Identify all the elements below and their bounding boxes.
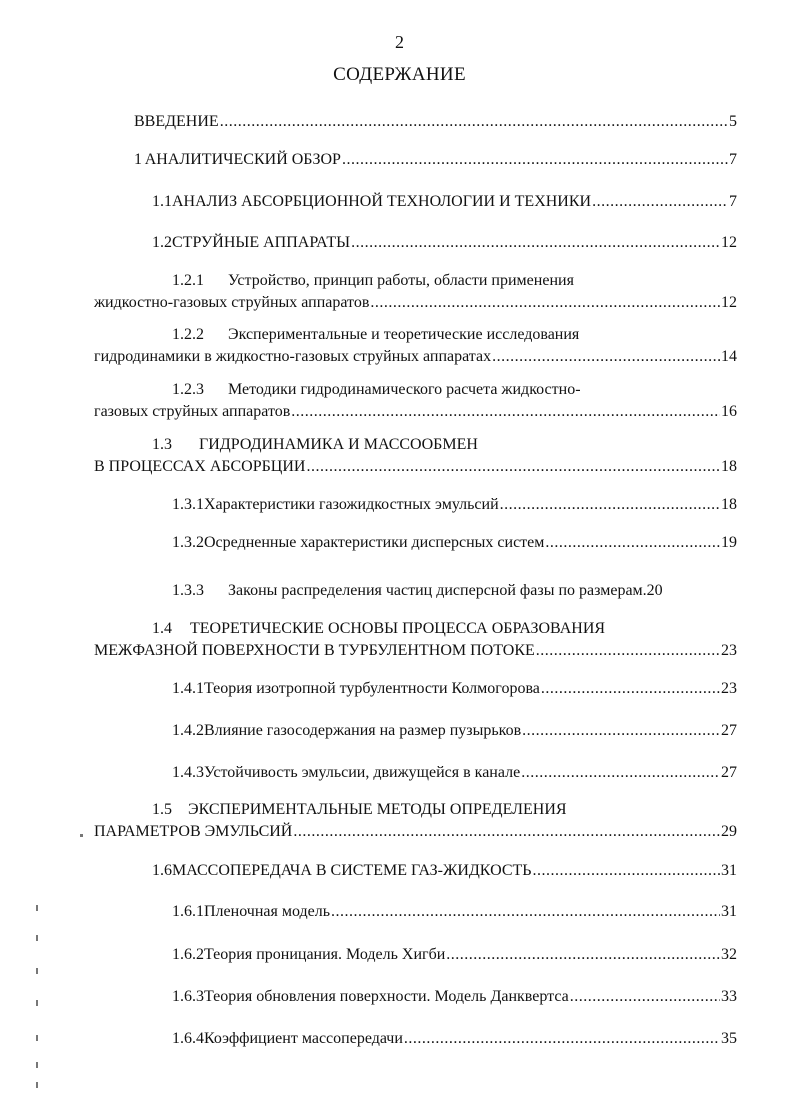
toc-entry-number: 1 [134, 151, 142, 168]
toc-entry-text: Осредненные характеристики дисперсных систем [204, 534, 545, 551]
toc-page-number: 31 [721, 903, 737, 920]
leader-dots [342, 151, 728, 169]
toc-entry-text: Методики гидродинамического расчета жидкостно- [228, 381, 581, 398]
toc-entry-number: 1.6.3 [172, 988, 204, 1005]
toc-page-number: 16 [721, 403, 737, 420]
leader-dots [306, 458, 720, 476]
toc-page-number: 20 [646, 582, 663, 599]
scan-mark [36, 968, 38, 974]
scan-mark [80, 834, 83, 837]
toc-entry-number: 1.3 [152, 436, 172, 453]
toc-entry-first-line [152, 801, 567, 819]
toc-entry-number: 1.4.3 [172, 764, 204, 781]
toc-entry-text: АНАЛИЗ АБСОРБЦИОННОЙ ТЕХНОЛОГИИ И ТЕХНИКИ [172, 193, 592, 210]
toc-entry-number: 1.4.1 [172, 680, 204, 697]
toc-entry-text: Теория проницания. Модель Хигби [204, 946, 446, 963]
toc-entry-1-4-2[interactable] [172, 722, 737, 740]
toc-entry-number: 1.3.2 [172, 534, 204, 551]
toc-entry-number: 1.2.3 [172, 381, 204, 398]
toc-entry-text: ЭКСПЕРИМЕНТАЛЬНЫЕ МЕТОДЫ ОПРЕДЕЛЕНИЯ [188, 801, 567, 818]
toc-page-number: 23 [721, 642, 737, 659]
leader-dots [351, 234, 720, 252]
leader-dots [446, 946, 720, 964]
toc-entry-text: В ПРОЦЕССАХ АБСОРБЦИИ [94, 458, 306, 475]
toc-entry-text: АНАЛИТИЧЕСКИЙ ОБЗОР [144, 151, 341, 168]
toc-entry-1-4-3[interactable] [172, 764, 737, 782]
toc-entry-number: 1.5 [152, 801, 172, 818]
leader-dots [293, 823, 720, 841]
toc-entry-text: Коэффициент массопередачи [204, 1030, 403, 1047]
toc-entry-first-line [152, 436, 478, 454]
toc-entry-text: ТЕОРЕТИЧЕСКИЕ ОСНОВЫ ПРОЦЕССА ОБРАЗОВАНИЯ [190, 620, 606, 637]
toc-entry-number: 1.3.3 [172, 582, 204, 599]
leader-dots [291, 403, 720, 421]
toc-page-number: 33 [721, 988, 737, 1005]
leader-dots [492, 348, 720, 366]
toc-entry-number: 1.2.1 [172, 272, 204, 289]
toc-entry-text: МЕЖФАЗНОЙ ПОВЕРХНОСТИ В ТУРБУЛЕНТНОМ ПОТОКЕ [94, 642, 535, 659]
toc-page-number: 5 [729, 113, 737, 130]
toc-entry-number: 1.6.4 [172, 1030, 204, 1047]
toc-entry-1-4-1[interactable] [172, 680, 737, 698]
toc-page-number: 31 [721, 862, 737, 879]
toc-entry-number: 1.4.2 [172, 722, 204, 739]
leader-dots [532, 862, 720, 880]
toc-entry-text: ГИДРОДИНАМИКА И МАССООБМЕН [199, 436, 478, 453]
toc-entry-number: 1.4 [152, 620, 172, 637]
leader-dots [404, 1030, 720, 1048]
toc-page-number: 35 [721, 1030, 737, 1047]
toc-page-number: 32 [721, 946, 737, 963]
toc-entry-text: МАССОПЕРЕДАЧА В СИСТЕМЕ ГАЗ-ЖИДКОСТЬ [172, 862, 532, 879]
toc-page-number: 27 [721, 764, 737, 781]
toc-entry-text: Устройство, принцип работы, области применения [228, 272, 574, 289]
toc-entry-first-line [172, 272, 574, 290]
toc-entry-1-1[interactable] [152, 193, 737, 211]
toc-entry-1-6-3[interactable] [172, 988, 737, 1006]
leader-dots [522, 722, 720, 740]
toc-page-number: 14 [721, 348, 737, 365]
scan-mark [36, 905, 38, 911]
leader-dots [541, 680, 720, 698]
toc-page-number: 23 [721, 680, 737, 697]
leader-dots [370, 294, 720, 312]
toc-entry-1-3-2[interactable] [172, 534, 737, 552]
toc-page-number: 27 [721, 722, 737, 739]
toc-entry-text: жидкостно-газовых струйных аппаратов [94, 294, 370, 311]
toc-page-number: 18 [721, 496, 737, 513]
toc-entry-text: ВВЕДЕНИЕ [134, 113, 219, 130]
toc-entry-first-line [172, 381, 581, 399]
toc-entry-number: 1.1 [152, 193, 172, 210]
leader-dots [521, 764, 720, 782]
toc-entry-number: 1.6.2 [172, 946, 204, 963]
toc-page-number: 12 [721, 294, 737, 311]
toc-entry-text: ПАРАМЕТРОВ ЭМУЛЬСИЙ [94, 823, 293, 840]
toc-entry-text: Законы распределения частиц дисперсной фазы по размерам. [228, 582, 647, 599]
toc-entry-text: Характеристики газожидкостных эмульсий [204, 496, 499, 513]
toc-entry-number: 1.6.1 [172, 903, 204, 920]
toc-page-number: 12 [721, 234, 737, 251]
scan-mark [36, 935, 38, 941]
toc-page-number: 7 [729, 193, 737, 210]
toc-entry-1-3-1[interactable] [172, 496, 737, 514]
leader-dots [536, 642, 720, 660]
toc-entry-1-3-3[interactable] [172, 582, 737, 600]
scan-mark [36, 1035, 38, 1041]
toc-entry-first-line [152, 620, 605, 638]
toc-entry-text: Теория изотропной турбулентности Колмогорова [204, 680, 540, 697]
toc-page-number: 29 [721, 823, 737, 840]
scan-mark [36, 1000, 38, 1006]
toc-entry-introduction[interactable] [134, 113, 737, 131]
toc-entry-1-6-4[interactable] [172, 1030, 737, 1048]
toc-entry-number: 1.2.2 [172, 326, 204, 343]
toc-entry-text: Влияние газосодержания на размер пузырьков [204, 722, 522, 739]
page-title: СОДЕРЖАНИЕ [333, 64, 466, 85]
leader-dots [545, 534, 720, 552]
scan-mark [36, 1082, 38, 1088]
leader-dots [500, 496, 720, 514]
toc-entry-text: Экспериментальные и теоретические исследования [228, 326, 580, 343]
toc-entry-text: СТРУЙНЫЕ АППАРАТЫ [172, 234, 351, 251]
toc-entry-number: 1.3.1 [172, 496, 204, 513]
leader-dots [220, 113, 728, 131]
toc-entry-1[interactable] [134, 151, 737, 169]
toc-entry-text: гидродинамики в жидкостно-газовых струйных аппаратах [94, 348, 492, 365]
toc-entry-number: 1.6 [152, 862, 172, 879]
toc-entry-1-2[interactable] [152, 234, 737, 252]
toc-page-number: 7 [729, 151, 737, 168]
toc-entry-1-6[interactable] [152, 862, 737, 880]
scan-mark [36, 1062, 38, 1068]
leader-dots [592, 193, 728, 211]
toc-entry-text: газовых струйных аппаратов [94, 403, 291, 420]
toc-entry-1-6-1[interactable] [172, 903, 737, 921]
leader-dots [331, 903, 720, 921]
toc-entry-text: Пленочная модель [204, 903, 331, 920]
toc-entry-first-line [172, 326, 579, 344]
leader-dots [570, 988, 720, 1006]
toc-page-number: 19 [721, 534, 737, 551]
toc-entry-1-6-2[interactable] [172, 946, 737, 964]
toc-entry-number: 1.2 [152, 234, 172, 251]
toc-page-number: 18 [721, 458, 737, 475]
page-number: 2 [395, 32, 404, 52]
toc-entry-text: Теория обновления поверхности. Модель Данквертса [204, 988, 569, 1005]
toc-entry-text: Устойчивость эмульсии, движущейся в канале [204, 764, 521, 781]
